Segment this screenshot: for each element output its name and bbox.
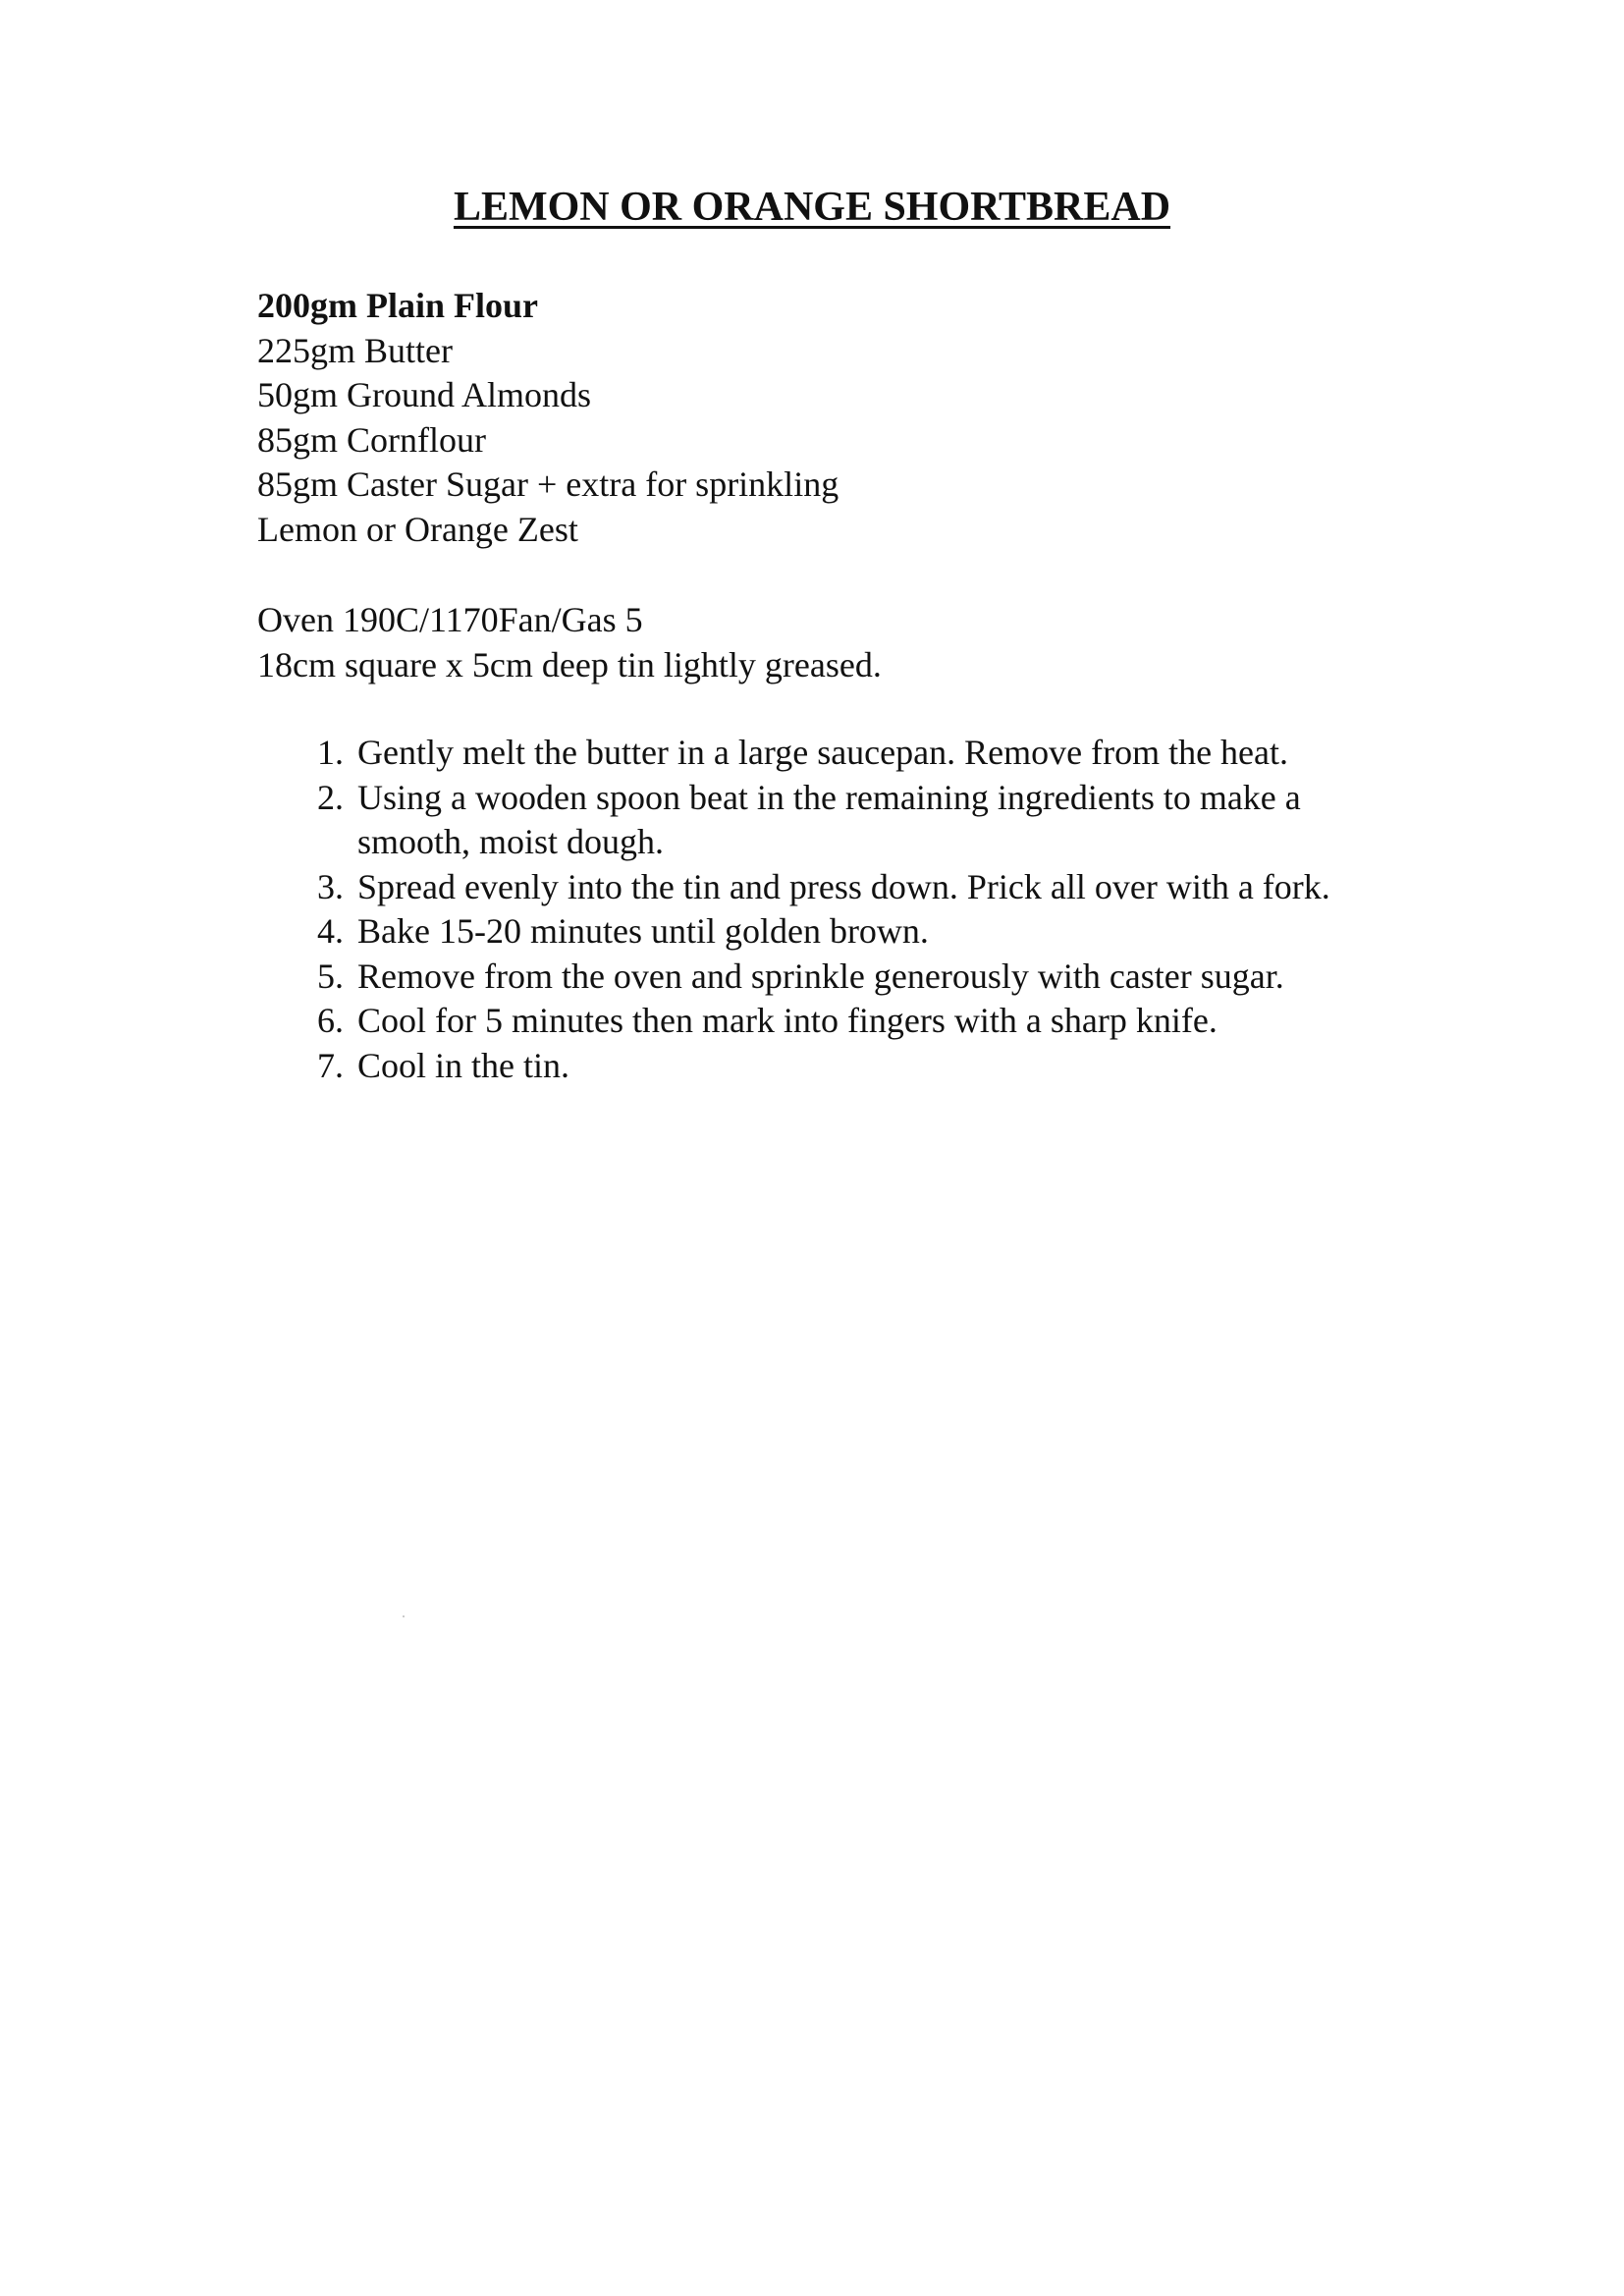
oven-info <box>257 598 882 687</box>
ingredient-item: Lemon or Orange Zest <box>257 509 578 549</box>
step-number: 7. <box>317 1045 344 1085</box>
step-number: 3. <box>317 866 344 906</box>
tin-size: 18cm square x 5cm deep tin lightly greased. <box>257 644 882 684</box>
step-number: 5. <box>317 956 344 996</box>
step-text: Spread evenly into the tin and press down. Prick all over with a fork. <box>357 866 1330 906</box>
method-step <box>295 731 1414 776</box>
method-step <box>295 1044 1414 1089</box>
step-text: Remove from the oven and sprinkle generously with caster sugar. <box>357 956 1284 996</box>
ingredient-item: 85gm Caster Sugar + extra for sprinkling <box>257 465 839 504</box>
method-step <box>295 776 1414 865</box>
step-number: 6. <box>317 1001 344 1040</box>
step-number: 2. <box>317 777 344 817</box>
step-number: 4. <box>317 911 344 951</box>
oven-temperature: Oven 190C/1170Fan/Gas 5 <box>257 600 643 639</box>
scan-speck <box>403 1615 405 1617</box>
step-number: 1. <box>317 733 344 772</box>
method-step <box>295 999 1414 1044</box>
ingredient-item: 225gm Butter <box>257 330 453 370</box>
step-text: Using a wooden spoon beat in the remaining ingredients to make a smooth, moist dough. <box>357 777 1301 861</box>
method-steps <box>295 731 1414 1088</box>
ingredient-item: 85gm Cornflour <box>257 419 486 460</box>
step-text: Cool for 5 minutes then mark into fingers with a sharp knife. <box>357 1001 1218 1040</box>
step-text: Bake 15-20 minutes until golden brown. <box>357 911 929 951</box>
method-step <box>295 865 1414 910</box>
ingredients-list <box>257 284 839 552</box>
step-text: Cool in the tin. <box>357 1045 569 1085</box>
step-text: Gently melt the butter in a large saucepan. Remove from the heat. <box>357 733 1289 772</box>
method-step <box>295 909 1414 955</box>
ingredient-item: 50gm Ground Almonds <box>257 375 592 414</box>
method-step <box>295 955 1414 1000</box>
recipe-title: LEMON OR ORANGE SHORTBREAD <box>453 185 1171 230</box>
ingredient-item: 200gm Plain Flour <box>257 286 538 325</box>
